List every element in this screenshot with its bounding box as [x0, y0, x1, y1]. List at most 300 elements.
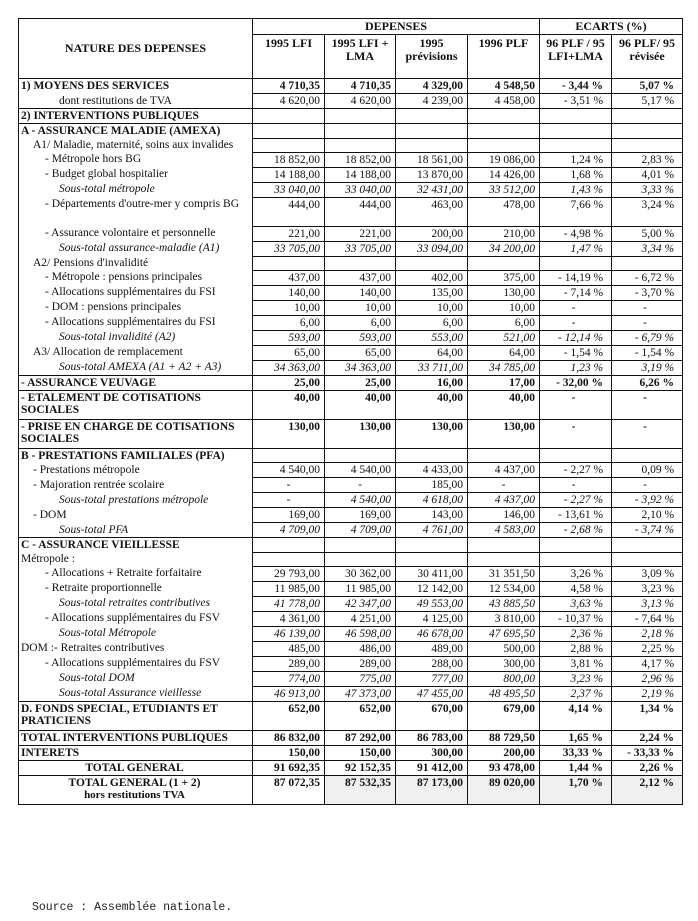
cell-value: 33 705,00	[325, 241, 396, 256]
row-label-text: - Prestations métropole	[33, 463, 140, 476]
cell-value: 4 620,00	[325, 94, 396, 109]
cell-value: 89 020,00	[468, 775, 540, 804]
cell-value: - 3,74 %	[612, 523, 683, 538]
row-label-text: Sous-total retraites contributives	[59, 597, 210, 609]
cell-value: 150,00	[325, 745, 396, 760]
cell-value: 4 709,00	[325, 523, 396, 538]
cell-value	[468, 552, 540, 566]
cell-value: 88 729,50	[468, 730, 540, 745]
cell-value: 130,00	[253, 419, 325, 448]
cell-value: 46 139,00	[253, 626, 325, 641]
row-label	[19, 419, 253, 448]
table-row	[19, 138, 683, 152]
cell-value: 6,00	[253, 315, 325, 330]
cell-value: 1,47 %	[540, 241, 612, 256]
cell-value: 1,70 %	[540, 775, 612, 804]
row-label-text: - Retraite proportionnelle	[45, 582, 162, 594]
table-row	[19, 285, 683, 300]
row-label	[19, 448, 253, 463]
cell-value: 150,00	[253, 745, 325, 760]
cell-value: 47 695,50	[468, 626, 540, 641]
cell-value: - 33,33 %	[612, 745, 683, 760]
col-1995-previsions: 1995 prévisions	[396, 35, 468, 79]
cell-value: 140,00	[253, 285, 325, 300]
cell-value	[612, 138, 683, 152]
table-row	[19, 730, 683, 745]
cell-value: 402,00	[396, 270, 468, 285]
row-label	[19, 241, 253, 256]
cell-value: 300,00	[468, 656, 540, 671]
cell-value: 4 540,00	[253, 463, 325, 478]
row-label-text: Sous-total invalidité (A2)	[59, 331, 176, 343]
table-row	[19, 345, 683, 360]
cell-value	[396, 552, 468, 566]
cell-value: 670,00	[396, 701, 468, 730]
row-label-text: INTERETS	[21, 746, 80, 759]
cell-value	[253, 124, 325, 139]
cell-value: 130,00	[396, 419, 468, 448]
cell-value: 593,00	[325, 330, 396, 345]
table-row	[19, 330, 683, 345]
cell-value: -	[612, 419, 683, 448]
cell-value: 4 540,00	[325, 493, 396, 508]
row-label-text: B - PRESTATIONS FAMILIALES (PFA)	[21, 449, 225, 462]
row-label-text: - Métropole hors BG	[45, 153, 142, 165]
cell-value: 30 362,00	[325, 566, 396, 581]
cell-value	[253, 538, 325, 553]
table-row	[19, 745, 683, 760]
cell-value	[325, 124, 396, 139]
row-label	[19, 152, 253, 167]
cell-value: -	[612, 390, 683, 419]
cell-value: 3,23 %	[612, 581, 683, 596]
cell-value: 3 810,00	[468, 611, 540, 626]
cell-value: 2,26 %	[612, 760, 683, 775]
cell-value: 135,00	[396, 285, 468, 300]
cell-value: 19 086,00	[468, 152, 540, 167]
row-label	[19, 79, 253, 94]
cell-value: 774,00	[253, 671, 325, 686]
cell-value: 14 188,00	[325, 167, 396, 182]
cell-value: 6,00	[396, 315, 468, 330]
row-label	[19, 390, 253, 419]
cell-value	[540, 538, 612, 553]
cell-value: -	[325, 478, 396, 493]
cell-value: 46 598,00	[325, 626, 396, 641]
table-row	[19, 375, 683, 390]
cell-value: 13 870,00	[396, 167, 468, 182]
row-label-text: 2) INTERVENTIONS PUBLIQUES	[21, 110, 199, 122]
cell-value: 146,00	[468, 508, 540, 523]
row-label-text: dont restitutions de TVA	[59, 94, 172, 107]
cell-value	[468, 138, 540, 152]
cell-value: 4 329,00	[396, 79, 468, 94]
cell-value: -	[612, 478, 683, 493]
cell-value: 169,00	[325, 508, 396, 523]
cell-value: - 2,68 %	[540, 523, 612, 538]
cell-value	[325, 138, 396, 152]
cell-value: 3,34 %	[612, 241, 683, 256]
cell-value: 130,00	[468, 419, 540, 448]
table-row	[19, 641, 683, 656]
cell-value	[396, 256, 468, 270]
cell-value: 593,00	[253, 330, 325, 345]
row-label	[19, 360, 253, 375]
cell-value: 4,14 %	[540, 701, 612, 730]
table-row	[19, 611, 683, 626]
cell-value	[612, 124, 683, 139]
cell-value: 169,00	[253, 508, 325, 523]
cell-value: 2,12 %	[612, 775, 683, 804]
cell-value: 800,00	[468, 671, 540, 686]
cell-value	[468, 256, 540, 270]
cell-value: - 2,27 %	[540, 463, 612, 478]
row-label	[19, 760, 253, 775]
table-row	[19, 94, 683, 109]
row-label-text: C - ASSURANCE VIEILLESSE	[21, 539, 180, 551]
cell-value: - 32,00 %	[540, 375, 612, 390]
cell-value: 2,18 %	[612, 626, 683, 641]
cell-value: 478,00	[468, 197, 540, 226]
cell-value	[540, 124, 612, 139]
row-label	[19, 138, 253, 152]
depenses-table	[18, 18, 683, 805]
row-label	[19, 197, 253, 226]
cell-value: 86 832,00	[253, 730, 325, 745]
row-label	[19, 463, 253, 478]
header-ecarts: ECARTS (%)	[540, 19, 683, 35]
table-row	[19, 538, 683, 553]
table-body	[19, 79, 683, 805]
cell-value: 4 361,00	[253, 611, 325, 626]
row-label	[19, 508, 253, 523]
cell-value: 92 152,35	[325, 760, 396, 775]
cell-value: 33 040,00	[325, 182, 396, 197]
cell-value: 33 040,00	[253, 182, 325, 197]
cell-value: 3,19 %	[612, 360, 683, 375]
cell-value: 65,00	[253, 345, 325, 360]
table-row	[19, 463, 683, 478]
cell-value: 87 532,35	[325, 775, 396, 804]
cell-value	[468, 109, 540, 124]
row-label-text: - PRISE EN CHARGE DE COTISATIONS SOCIALES	[21, 420, 235, 445]
cell-value: 444,00	[325, 197, 396, 226]
cell-value: 33 711,00	[396, 360, 468, 375]
row-label	[19, 641, 253, 656]
cell-value: 25,00	[325, 375, 396, 390]
row-label-text: TOTAL INTERVENTIONS PUBLIQUES	[21, 731, 228, 744]
cell-value: 3,81 %	[540, 656, 612, 671]
cell-value: 46 913,00	[253, 686, 325, 701]
cell-value: 4 761,00	[396, 523, 468, 538]
cell-value: 4,01 %	[612, 167, 683, 182]
cell-value: 4,58 %	[540, 581, 612, 596]
table-row	[19, 390, 683, 419]
col-1995-lfi-lma: 1995 LFI + LMA	[325, 35, 396, 79]
row-label	[19, 745, 253, 760]
budget-table-page	[18, 18, 682, 805]
cell-value: 4,17 %	[612, 656, 683, 671]
table-row	[19, 300, 683, 315]
cell-value	[396, 448, 468, 463]
table-row	[19, 656, 683, 671]
cell-value: -	[540, 315, 612, 330]
cell-value: 40,00	[396, 390, 468, 419]
cell-value: -	[468, 478, 540, 493]
cell-value: - 7,64 %	[612, 611, 683, 626]
table-row	[19, 419, 683, 448]
row-label-text: - Budget global hospitalier	[45, 168, 168, 180]
table-row	[19, 256, 683, 270]
cell-value	[253, 138, 325, 152]
header-depenses: DEPENSES	[253, 19, 540, 35]
cell-value: 33 705,00	[253, 241, 325, 256]
cell-value: 143,00	[396, 508, 468, 523]
cell-value: -	[540, 390, 612, 419]
cell-value: 64,00	[468, 345, 540, 360]
row-label	[19, 538, 253, 553]
table-row	[19, 581, 683, 596]
cell-value	[612, 552, 683, 566]
row-label-text: - Allocations supplémentaires du FSI	[45, 316, 216, 328]
cell-value: - 10,37 %	[540, 611, 612, 626]
cell-value: 4 540,00	[325, 463, 396, 478]
row-label	[19, 375, 253, 390]
table-row	[19, 109, 683, 124]
cell-value	[612, 448, 683, 463]
cell-value: 1,65 %	[540, 730, 612, 745]
cell-value: 652,00	[325, 701, 396, 730]
row-label	[19, 300, 253, 315]
cell-value: 4 710,35	[253, 79, 325, 94]
cell-value: 49 553,00	[396, 596, 468, 611]
cell-value: 32 431,00	[396, 182, 468, 197]
cell-value	[253, 448, 325, 463]
cell-value: 3,33 %	[612, 182, 683, 197]
cell-value: 4 437,00	[468, 463, 540, 478]
cell-value: 500,00	[468, 641, 540, 656]
cell-value: 553,00	[396, 330, 468, 345]
cell-value: 2,96 %	[612, 671, 683, 686]
row-label	[19, 270, 253, 285]
cell-value: 12 534,00	[468, 581, 540, 596]
cell-value: - 13,61 %	[540, 508, 612, 523]
cell-value: 1,44 %	[540, 760, 612, 775]
cell-value: 91 412,00	[396, 760, 468, 775]
table-row	[19, 182, 683, 197]
table-row	[19, 270, 683, 285]
cell-value	[253, 552, 325, 566]
row-label	[19, 596, 253, 611]
cell-value: 4 125,00	[396, 611, 468, 626]
table-row	[19, 508, 683, 523]
cell-value: 16,00	[396, 375, 468, 390]
cell-value: 652,00	[253, 701, 325, 730]
row-label-text: Sous-total assurance-maladie (A1)	[59, 242, 220, 254]
cell-value: 4 239,00	[396, 94, 468, 109]
cell-value: 34 363,00	[253, 360, 325, 375]
cell-value: - 4,98 %	[540, 226, 612, 241]
cell-value: 4 583,00	[468, 523, 540, 538]
cell-value: 40,00	[253, 390, 325, 419]
cell-value: 463,00	[396, 197, 468, 226]
table-row	[19, 686, 683, 701]
row-label-text: A1/ Maladie, maternité, soins aux invalides	[33, 139, 234, 151]
cell-value: 3,13 %	[612, 596, 683, 611]
cell-value: 221,00	[253, 226, 325, 241]
row-label	[19, 626, 253, 641]
cell-value: 2,88 %	[540, 641, 612, 656]
col-1995-lfi: 1995 LFI	[253, 35, 325, 79]
cell-value: 1,43 %	[540, 182, 612, 197]
cell-value	[468, 124, 540, 139]
cell-value: 91 692,35	[253, 760, 325, 775]
row-label	[19, 256, 253, 270]
cell-value	[253, 109, 325, 124]
cell-value: - 12,14 %	[540, 330, 612, 345]
cell-value: 4 458,00	[468, 94, 540, 109]
cell-value: 4 618,00	[396, 493, 468, 508]
cell-value	[325, 448, 396, 463]
row-label-text: TOTAL GENERAL (1 + 2)	[68, 776, 201, 789]
row-label-text: - Allocations supplémentaires du FSI	[45, 286, 216, 298]
cell-value: 221,00	[325, 226, 396, 241]
table-row	[19, 626, 683, 641]
cell-value: 1,34 %	[612, 701, 683, 730]
table-row	[19, 552, 683, 566]
cell-value: 12 142,00	[396, 581, 468, 596]
cell-value	[540, 256, 612, 270]
cell-value: 289,00	[253, 656, 325, 671]
cell-value: - 3,92 %	[612, 493, 683, 508]
cell-value: 300,00	[396, 745, 468, 760]
table-row	[19, 124, 683, 139]
cell-value: 18 852,00	[253, 152, 325, 167]
row-label	[19, 671, 253, 686]
cell-value: 437,00	[253, 270, 325, 285]
row-label-text: - Allocations + Retraite forfaitaire	[45, 567, 202, 579]
cell-value: 185,00	[396, 478, 468, 493]
cell-value: 130,00	[468, 285, 540, 300]
cell-value: 4 251,00	[325, 611, 396, 626]
cell-value: - 7,14 %	[540, 285, 612, 300]
cell-value	[540, 552, 612, 566]
cell-value: -	[540, 478, 612, 493]
row-label-text: D. FONDS SPECIAL, ETUDIANTS ET PRATICIENS	[21, 702, 218, 727]
cell-value: 34 200,00	[468, 241, 540, 256]
cell-value: 65,00	[325, 345, 396, 360]
row-label-text: A3/ Allocation de remplacement	[33, 346, 183, 358]
row-label	[19, 493, 253, 508]
cell-value: 11 985,00	[325, 581, 396, 596]
row-label	[19, 478, 253, 493]
row-label-text: 1) MOYENS DES SERVICES	[21, 80, 170, 92]
cell-value: 1,23 %	[540, 360, 612, 375]
cell-value	[612, 538, 683, 553]
cell-value: - 3,70 %	[612, 285, 683, 300]
cell-value: 4 620,00	[253, 94, 325, 109]
row-label-text: - Allocations supplémentaires du FSV	[45, 612, 221, 624]
cell-value: 6,26 %	[612, 375, 683, 390]
cell-value: 25,00	[253, 375, 325, 390]
row-label-text: Sous-total Métropole	[59, 627, 156, 639]
row-label	[19, 285, 253, 300]
cell-value: 17,00	[468, 375, 540, 390]
cell-value	[396, 138, 468, 152]
cell-value: 64,00	[396, 345, 468, 360]
row-label	[19, 552, 253, 566]
cell-value	[540, 448, 612, 463]
cell-value	[325, 552, 396, 566]
row-label	[19, 315, 253, 330]
row-label-text: Métropole :	[21, 553, 75, 565]
row-label	[19, 226, 253, 241]
cell-value: 42 347,00	[325, 596, 396, 611]
col-ecart-lfi-lma: 96 PLF / 95 LFI+LMA	[540, 35, 612, 79]
cell-value: 31 351,50	[468, 566, 540, 581]
cell-value: 130,00	[325, 419, 396, 448]
cell-value: 29 793,00	[253, 566, 325, 581]
cell-value	[540, 109, 612, 124]
cell-value: 41 778,00	[253, 596, 325, 611]
cell-value: 2,83 %	[612, 152, 683, 167]
row-label	[19, 94, 253, 109]
row-label	[19, 124, 253, 139]
row-label-text: Sous-total métropole	[59, 183, 155, 195]
table-row	[19, 315, 683, 330]
row-label	[19, 581, 253, 596]
cell-value: 200,00	[468, 745, 540, 760]
cell-value: 4 709,00	[253, 523, 325, 538]
source-note: Source : Assemblée nationale.	[32, 901, 233, 914]
table-row	[19, 775, 683, 804]
cell-value: 5,17 %	[612, 94, 683, 109]
table-row	[19, 596, 683, 611]
cell-value: 2,19 %	[612, 686, 683, 701]
cell-value: 7,66 %	[540, 197, 612, 226]
cell-value: 40,00	[325, 390, 396, 419]
cell-value: 521,00	[468, 330, 540, 345]
cell-value: 5,00 %	[612, 226, 683, 241]
cell-value	[540, 138, 612, 152]
cell-value: 2,36 %	[540, 626, 612, 641]
cell-value: - 1,54 %	[540, 345, 612, 360]
cell-value: - 14,19 %	[540, 270, 612, 285]
table-row	[19, 167, 683, 182]
cell-value: 18 561,00	[396, 152, 468, 167]
row-label	[19, 182, 253, 197]
table-row	[19, 493, 683, 508]
cell-value: 200,00	[396, 226, 468, 241]
row-label-text: - Métropole : pensions principales	[45, 271, 203, 283]
cell-value: 87 173,00	[396, 775, 468, 804]
cell-value: 775,00	[325, 671, 396, 686]
row-label	[19, 345, 253, 360]
cell-value: 34 785,00	[468, 360, 540, 375]
table-row	[19, 448, 683, 463]
cell-value: - 3,51 %	[540, 94, 612, 109]
table-row	[19, 701, 683, 730]
cell-value: 437,00	[325, 270, 396, 285]
cell-value: 375,00	[468, 270, 540, 285]
row-label-text: Sous-total DOM	[59, 672, 135, 684]
cell-value: 2,37 %	[540, 686, 612, 701]
row-label	[19, 566, 253, 581]
cell-value: 46 678,00	[396, 626, 468, 641]
cell-value	[468, 538, 540, 553]
table-row	[19, 360, 683, 375]
row-sublabel: hors restitutions TVA	[84, 788, 185, 801]
